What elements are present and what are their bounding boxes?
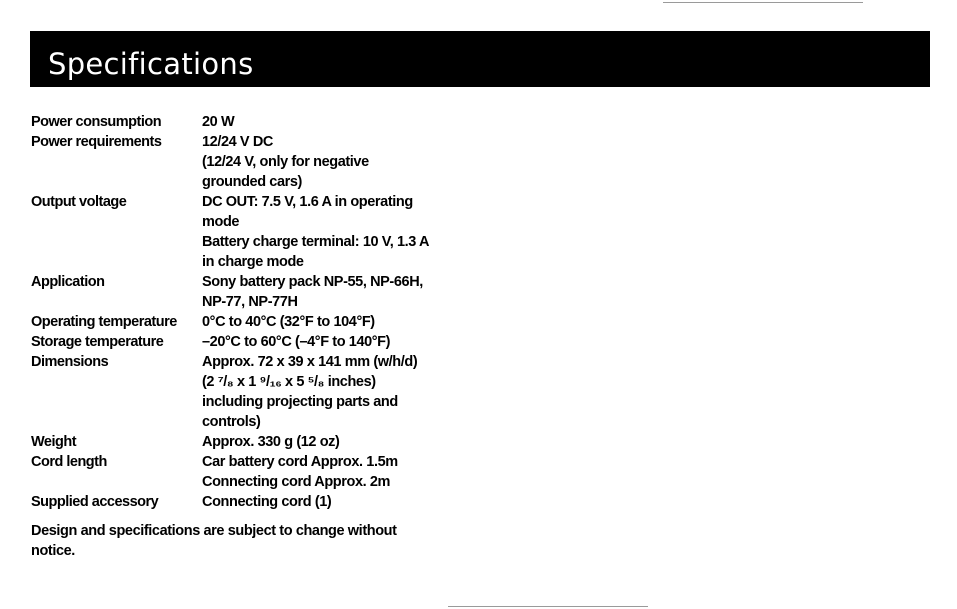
spec-value-line: including projecting parts and: [202, 394, 398, 410]
spec-value-line: (12/24 V, only for negative: [202, 154, 369, 170]
spec-label: Power consumption: [31, 114, 162, 130]
footnote-line: notice.: [31, 543, 75, 559]
spec-value-line: DC OUT: 7.5 V, 1.6 A in operating: [202, 194, 413, 210]
section-header-bar: [30, 31, 930, 87]
spec-label: Cord length: [31, 454, 107, 470]
spec-value-line: (2 ⁷/₈ x 1 ⁹/₁₆ x 5 ⁵/₈ inches): [202, 374, 376, 390]
spec-value-line: mode: [202, 214, 240, 230]
spec-value-line: Connecting cord Approx. 2m: [202, 474, 391, 490]
spec-value-line: controls): [202, 414, 261, 430]
spec-label: Weight: [31, 434, 77, 450]
spec-value-line: Car battery cord Approx. 1.5m: [202, 454, 398, 470]
spec-value-line: Connecting cord (1): [202, 494, 332, 510]
scan-artifact-top: [663, 2, 863, 3]
spec-values: [202, 132, 471, 192]
spec-value-line: 0°C to 40°C (32°F to 104°F): [202, 314, 375, 330]
spec-values: [202, 332, 471, 352]
spec-label: Dimensions: [31, 354, 109, 370]
spec-row-application: [31, 272, 471, 312]
spec-values: [202, 192, 471, 272]
spec-value-line: Approx. 330 g (12 oz): [202, 434, 340, 450]
specifications-footnote: [31, 521, 451, 561]
spec-values: [202, 272, 471, 312]
spec-value-line: Battery charge terminal: 10 V, 1.3 A: [202, 234, 430, 250]
footnote-line: Design and specifications are subject to change without: [31, 523, 397, 539]
spec-values: [202, 112, 471, 132]
spec-value-line: in charge mode: [202, 254, 304, 270]
spec-label: Output voltage: [31, 194, 127, 210]
spec-values: [202, 312, 471, 332]
spec-row-storage-temperature: [31, 332, 471, 352]
spec-label: Power requirements: [31, 134, 162, 150]
spec-row-cord-length: [31, 452, 471, 492]
spec-value-line: grounded cars): [202, 174, 302, 190]
spec-row-dimensions: [31, 352, 471, 432]
spec-row-power-requirements: [31, 132, 471, 192]
spec-row-supplied-accessory: [31, 492, 471, 512]
scan-artifact-bottom: [448, 606, 648, 607]
spec-row-operating-temperature: [31, 312, 471, 332]
spec-values: [202, 352, 471, 432]
spec-values: [202, 452, 471, 492]
spec-label: Application: [31, 274, 105, 290]
spec-row-power-consumption: [31, 112, 471, 132]
spec-value-line: Approx. 72 x 39 x 141 mm (w/h/d): [202, 354, 418, 370]
spec-value-line: –20°C to 60°C (–4°F to 140°F): [202, 334, 391, 350]
specifications-list: [31, 112, 471, 512]
spec-values: [202, 492, 471, 512]
spec-value-line: 12/24 V DC: [202, 134, 273, 150]
section-title: Specifications: [48, 47, 254, 81]
spec-value-line: NP-77, NP-77H: [202, 294, 298, 310]
spec-label: Operating temperature: [31, 314, 177, 330]
spec-value-line: Sony battery pack NP-55, NP-66H,: [202, 274, 423, 290]
spec-values: [202, 432, 471, 452]
spec-row-weight: [31, 432, 471, 452]
spec-label: Storage temperature: [31, 334, 164, 350]
spec-row-output-voltage: [31, 192, 471, 272]
spec-value-line: 20 W: [202, 114, 235, 130]
spec-label: Supplied accessory: [31, 494, 159, 510]
